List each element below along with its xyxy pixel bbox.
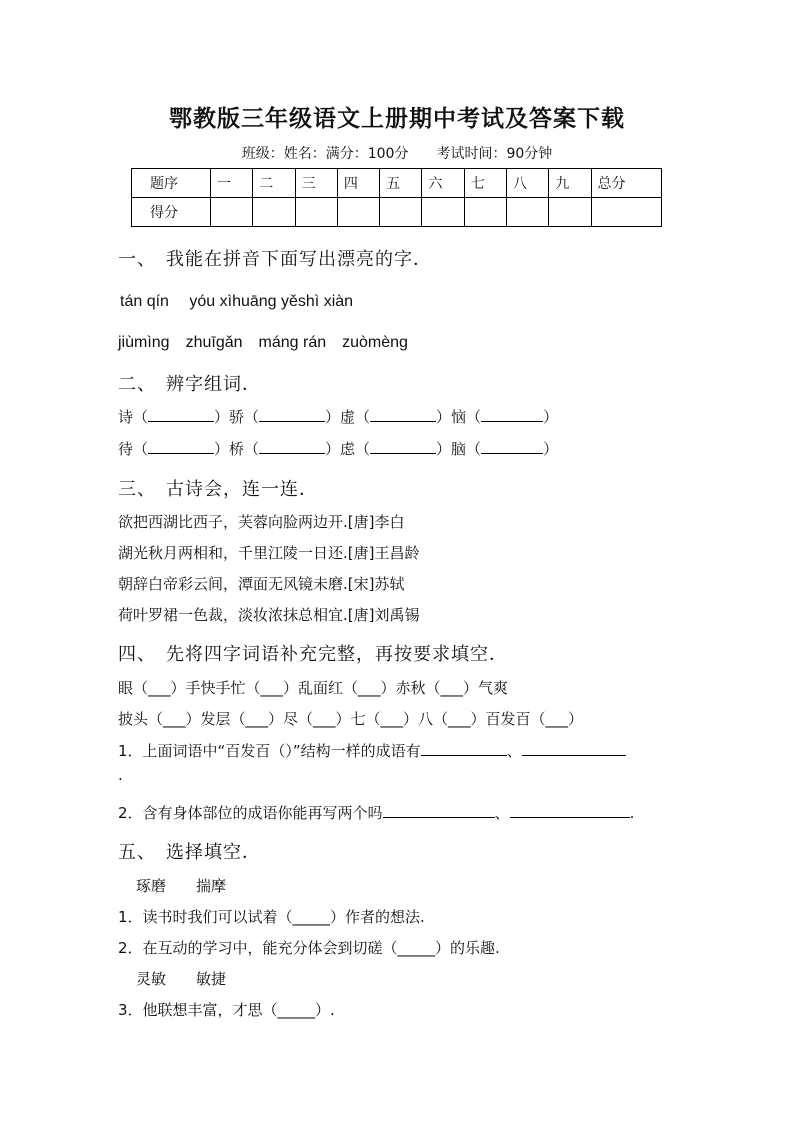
poem-line: 欲把西湖比西子，芙蓉向脸两边开.[唐]李白 [118, 513, 405, 531]
score-cell[interactable] [211, 198, 253, 227]
idiom-row-2: 披头（___）发层（___）尽（___）七（___）八（___）百发百（___） [118, 710, 584, 728]
table-header-cell: 八 [506, 169, 548, 198]
section-3-heading: 三、 古诗会，连一连． [118, 479, 318, 500]
poem-line: 荷叶罗裙一色裁，淡妆浓抹总相宜.[唐]刘禹锡 [118, 606, 420, 624]
score-cell[interactable] [337, 198, 379, 227]
table-header-cell: 三 [295, 169, 337, 198]
fill-question-1: 1．读书时我们可以试着（_____）作者的想法. [118, 908, 425, 926]
answer-blank[interactable] [510, 805, 630, 818]
exam-info: 班级：姓名：满分：100分 考试时间：90分钟 [241, 146, 553, 162]
idiom-question-2: 2．含有身体部位的成语你能再写两个吗 、 . [118, 804, 635, 822]
score-cell[interactable] [549, 198, 591, 227]
answer-blank[interactable] [259, 409, 325, 422]
word-group-row-2: 待（ ）桥（ ）虑（ ）脑（ ） [118, 440, 559, 458]
score-cell[interactable] [591, 198, 661, 227]
answer-blank[interactable] [148, 441, 214, 454]
score-table [131, 168, 662, 227]
page-title: 鄂教版三年级语文上册期中考试及答案下载 [169, 105, 625, 132]
table-row-label: 得分 [132, 198, 211, 227]
table-header-cell: 一 [211, 169, 253, 198]
table-header-cell: 五 [380, 169, 422, 198]
score-cell[interactable] [253, 198, 295, 227]
answer-blank[interactable] [259, 441, 325, 454]
table-header-cell: 总分 [591, 169, 661, 198]
score-cell[interactable] [295, 198, 337, 227]
score-table-score-row [132, 198, 662, 227]
answer-blank[interactable] [148, 409, 214, 422]
word-choices-2: 灵敏 敏捷 [136, 970, 227, 988]
section-2-heading: 二、 辨字组词． [118, 374, 261, 395]
table-header-cell: 四 [337, 169, 379, 198]
score-cell[interactable] [464, 198, 506, 227]
word-group-row-1: 诗（ ）骄（ ）虚（ ）恼（ ） [118, 408, 559, 426]
idiom-row-1: 眼（___）手快手忙（___）乱面红（___）赤秋（___）气爽 [118, 679, 509, 697]
answer-blank[interactable] [481, 441, 543, 454]
word-choices-1: 琢磨 揣摩 [136, 877, 227, 895]
answer-blank[interactable] [421, 743, 507, 756]
pinyin-line-1: tán qín yóu xìhuāng yěshì xiàn [120, 293, 354, 310]
section-1-heading: 一、 我能在拼音下面写出漂亮的字． [118, 249, 432, 270]
fill-question-2: 2．在互动的学习中，能充分体会到切磋（_____）的乐趣. [118, 939, 500, 957]
answer-blank[interactable] [383, 805, 495, 818]
table-header-label: 题序 [132, 169, 211, 198]
idiom-question-1: 1．上面词语中“百发百（）”结构一样的成语有 、 [118, 740, 626, 761]
poem-line: 湖光秋月两相和，千里江陵一日还.[唐]王昌龄 [118, 544, 420, 562]
score-cell[interactable] [380, 198, 422, 227]
poem-line: 朝辞白帝彩云间，潭面无风镜未磨.[宋]苏轼 [118, 575, 405, 593]
score-cell[interactable] [506, 198, 548, 227]
answer-blank[interactable] [370, 441, 436, 454]
section-4-heading: 四、 先将四字词语补充完整，再按要求填空． [118, 644, 508, 665]
score-cell[interactable] [422, 198, 464, 227]
section-5-heading: 五、 选择填空． [118, 842, 261, 863]
fill-question-3: 3．他联想丰富，才思（_____）. [118, 1001, 335, 1019]
answer-blank[interactable] [522, 743, 626, 756]
score-table-header-row [132, 169, 662, 198]
answer-blank[interactable] [370, 409, 436, 422]
table-header-cell: 七 [464, 169, 506, 198]
table-header-cell: 九 [549, 169, 591, 198]
table-header-cell: 六 [422, 169, 464, 198]
pinyin-line-2: jiùmìng zhuīgǎn máng rán zuòmèng [118, 334, 408, 351]
idiom-question-1-end: . [118, 766, 123, 784]
table-header-cell: 二 [253, 169, 295, 198]
answer-blank[interactable] [481, 409, 543, 422]
